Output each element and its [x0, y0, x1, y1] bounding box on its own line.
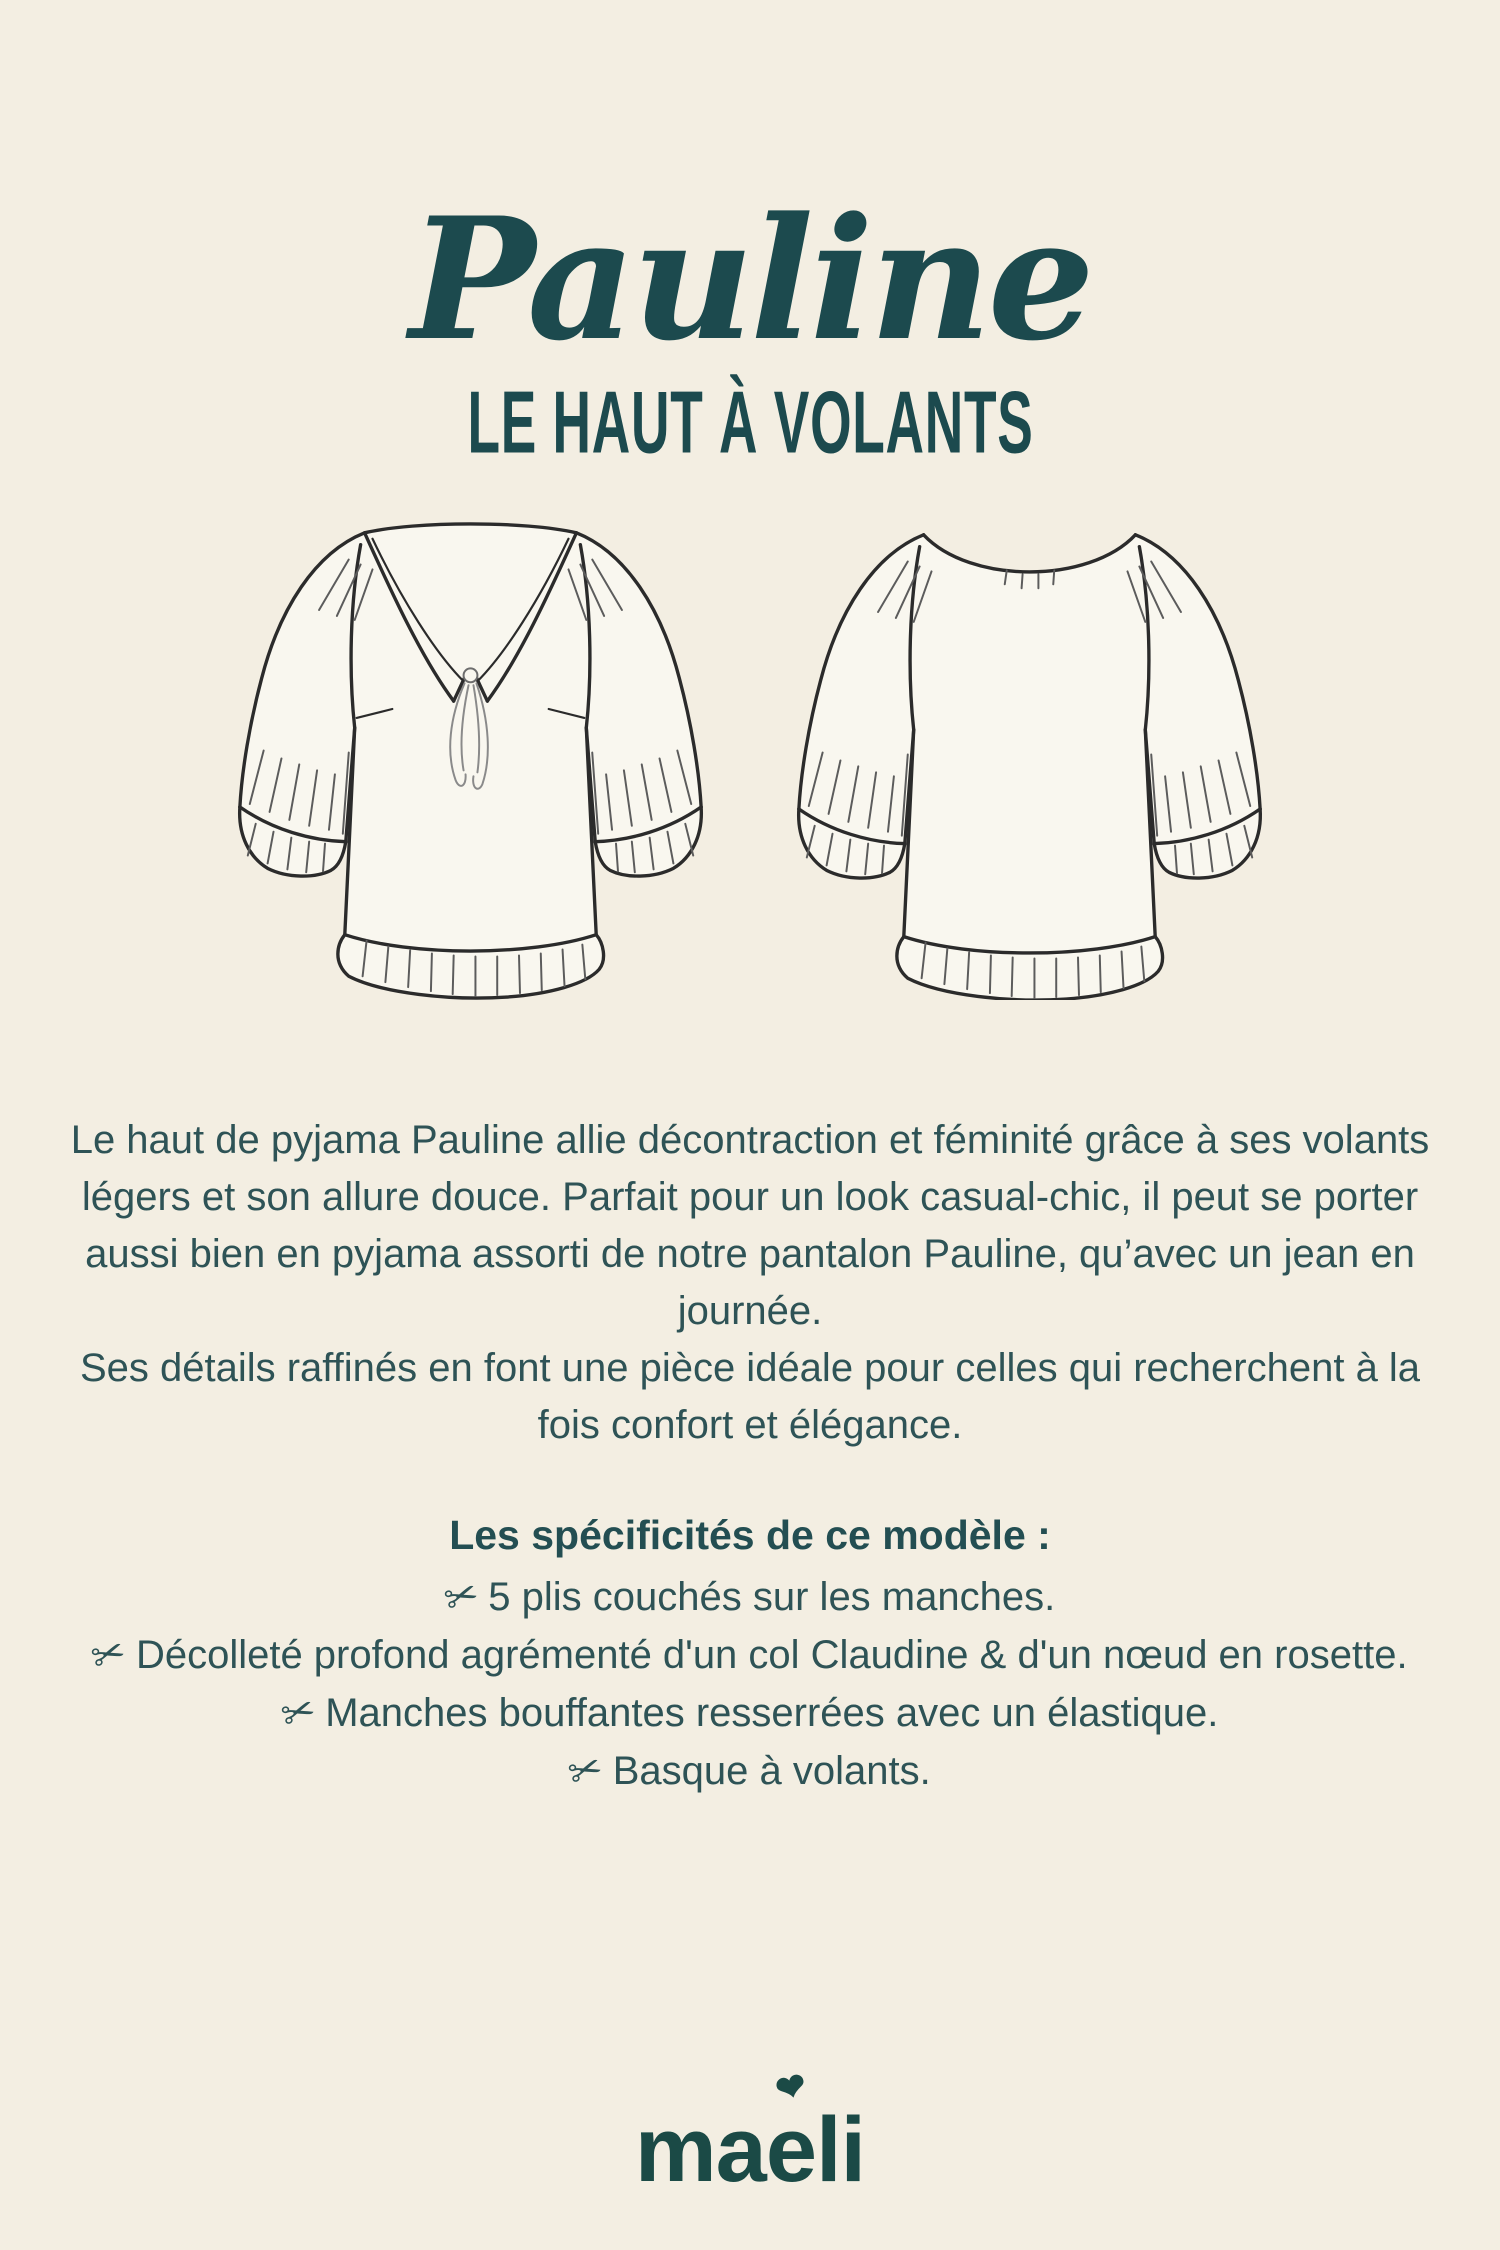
specifics — [0, 1512, 1500, 1796]
bow-knot — [464, 668, 478, 682]
specifics-item — [0, 1686, 1500, 1740]
front-view-illustration — [198, 515, 743, 1000]
description-paragraph-2: Ses détails raffinés en font une pièce idéale pour celles qui recherchent à la fois confort et élégance. — [79, 1346, 1421, 1447]
scissors-icon: ✂ — [563, 1744, 609, 1798]
specifics-item-text: Basque à volants. — [612, 1749, 931, 1793]
specifics-item-text: Manches bouffantes resserrées avec un élastique. — [325, 1691, 1219, 1735]
page-subtitle: LE HAUT À VOLANTS — [466, 374, 1034, 472]
page-title: Pauline — [409, 180, 1091, 378]
specifics-heading: Les spécificités de ce modèle : — [449, 1512, 1051, 1558]
scissors-icon: ✂ — [86, 1628, 132, 1682]
heart-accent-icon: ❤ — [771, 2064, 810, 2111]
front-silhouette-fill — [240, 523, 702, 998]
back-view-illustration — [757, 515, 1302, 1000]
specifics-item-text: Décolleté profond agrémenté d'un col Claudine & d'un nœud en rosette. — [135, 1633, 1408, 1677]
specifics-item — [0, 1570, 1500, 1624]
description-paragraph-1: Le haut de pyjama Pauline allie décontraction et féminité grâce à ses volants légers et son allure douce. Parfait pour un look casual-chic, il peut se porter aussi bien en pyjama assorti de notre pantalon Pauline, qu’avec un jean en journée. — [70, 1118, 1430, 1333]
scissors-icon: ✂ — [438, 1570, 485, 1624]
specifics-list — [0, 1570, 1500, 1798]
brand-logo-right: li — [816, 2099, 866, 2201]
page-subtitle-wrap — [0, 373, 1500, 472]
brand-logo-e — [765, 2064, 816, 2201]
specifics-item-text: 5 plis couchés sur les manches. — [488, 1575, 1056, 1619]
scissors-icon: ✂ — [275, 1686, 322, 1740]
back-silhouette-fill — [799, 535, 1261, 1000]
brand-logo-left: ma — [634, 2099, 766, 2201]
brand-logo — [634, 2064, 866, 2201]
specifics-item — [0, 1628, 1500, 1682]
description — [65, 1112, 1435, 1454]
illustrations — [0, 515, 1500, 1000]
header — [0, 0, 1500, 472]
specifics-item — [0, 1744, 1500, 1798]
footer — [0, 2064, 1500, 2201]
brand-logo-mid: e — [765, 2099, 816, 2201]
